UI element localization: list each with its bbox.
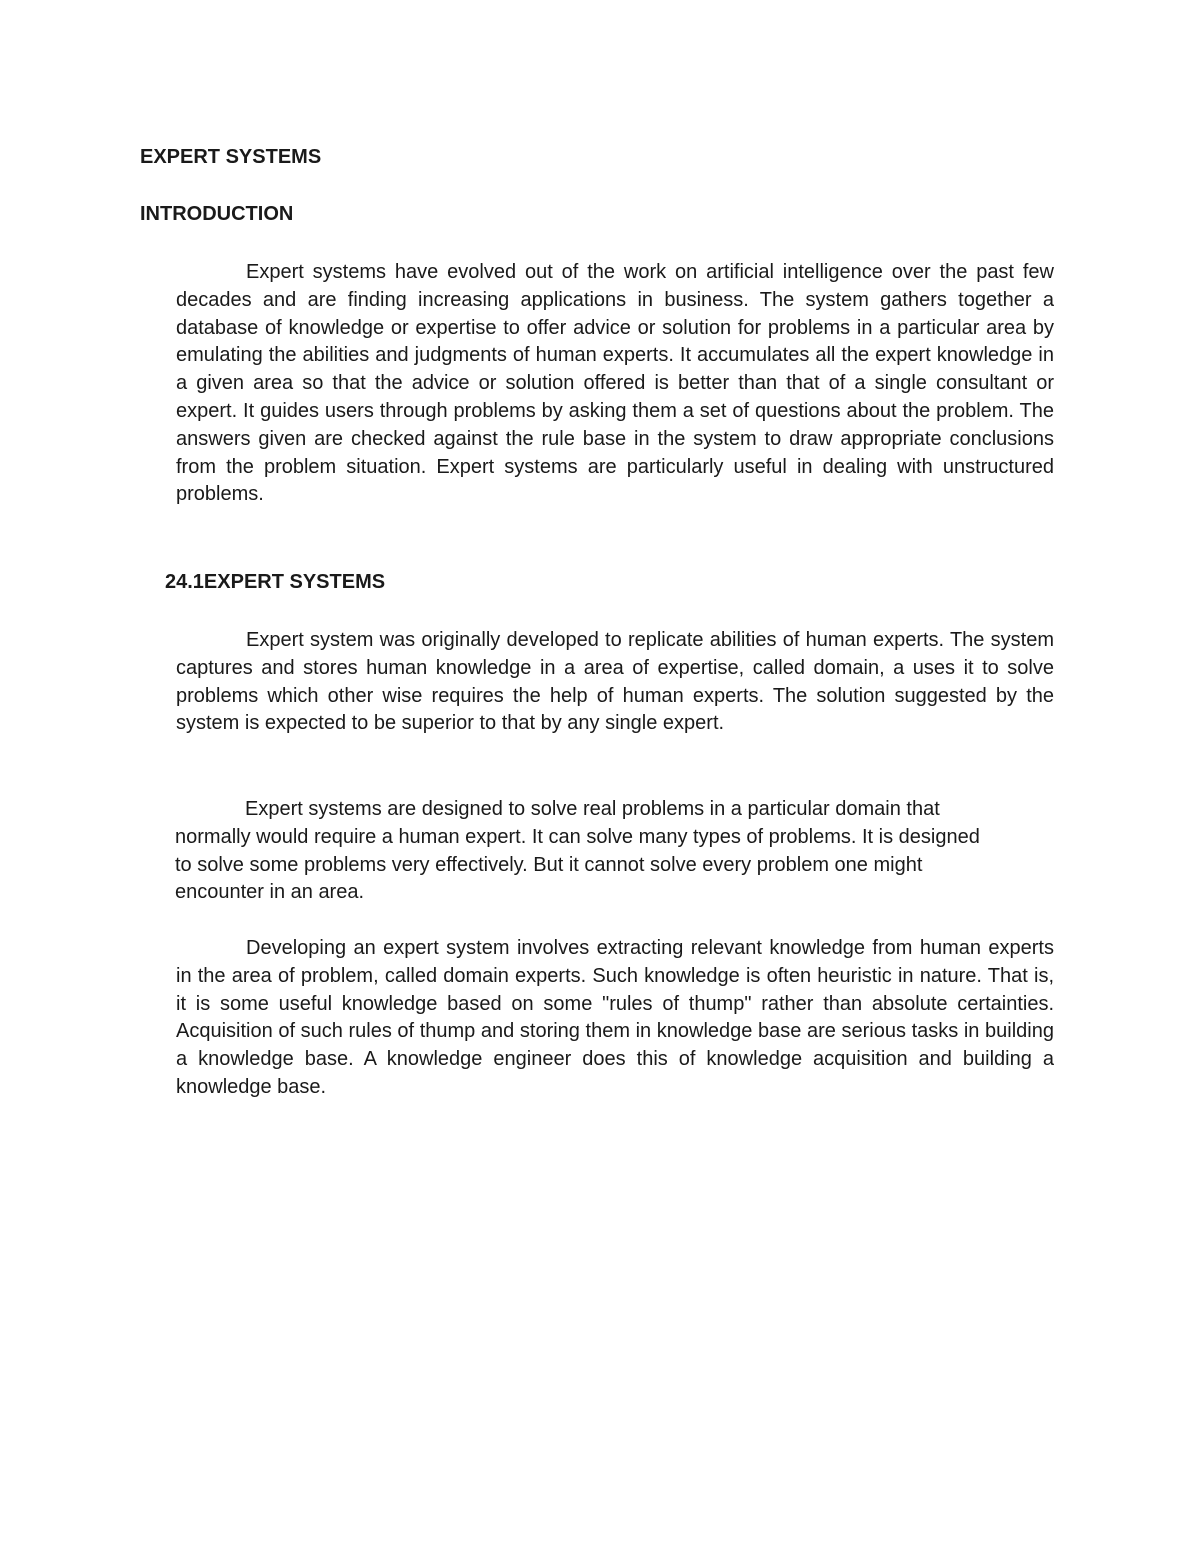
document-title: EXPERT SYSTEMS [140,146,322,168]
introduction-paragraph: Expert systems have evolved out of the work on artificial intelligence over the past few decades and are finding increasing applications in business. The system gathers together a database of knowledge or expertise to offer advice or solution for problems in a particular area by emulating the abilities and judgments of human experts. It accumulates all the expert knowledge in a given area so that the advice or solution offered is better than that of a single consultant or expert. It guides users through problems by asking them a set of questions about the problem. The answers given are checked against the rule base in the system to draw appropriate conclusions from the problem situation. Expert systems are particularly useful in dealing with unstructured problems. [176,261,1054,506]
introduction-heading: INTRODUCTION [140,203,294,225]
section-paragraph-3: Developing an expert system involves extracting relevant knowledge from human experts in the area of problem, called domain experts. Such knowledge is often heuristic in nature. That is, it is some useful knowledge based on some "rules of thump" rather than absolute certainties. Acquisition of such rules of thump and storing them in knowledge base are serious tasks in building a knowledge base. A knowledge engineer does this of knowledge acquisition and building a knowledge base. [176,937,1054,1098]
section-paragraph-1: Expert system was originally developed to replicate abilities of human experts. The system captures and stores human knowledge in a area of expertise, called domain, a uses it to solve problems which other wise requires the help of human experts. The solution suggested by the system is expected to be superior to that by any single expert. [176,629,1054,735]
section-paragraph-2: Expert systems are designed to solve real problems in a particular domain that normally would require a human expert. It can solve many types of problems. It is designed to solve some problems very effectively. But it cannot solve every problem one might encounter in an area. [175,798,980,904]
section-heading: 24.1EXPERT SYSTEMS [165,571,386,593]
